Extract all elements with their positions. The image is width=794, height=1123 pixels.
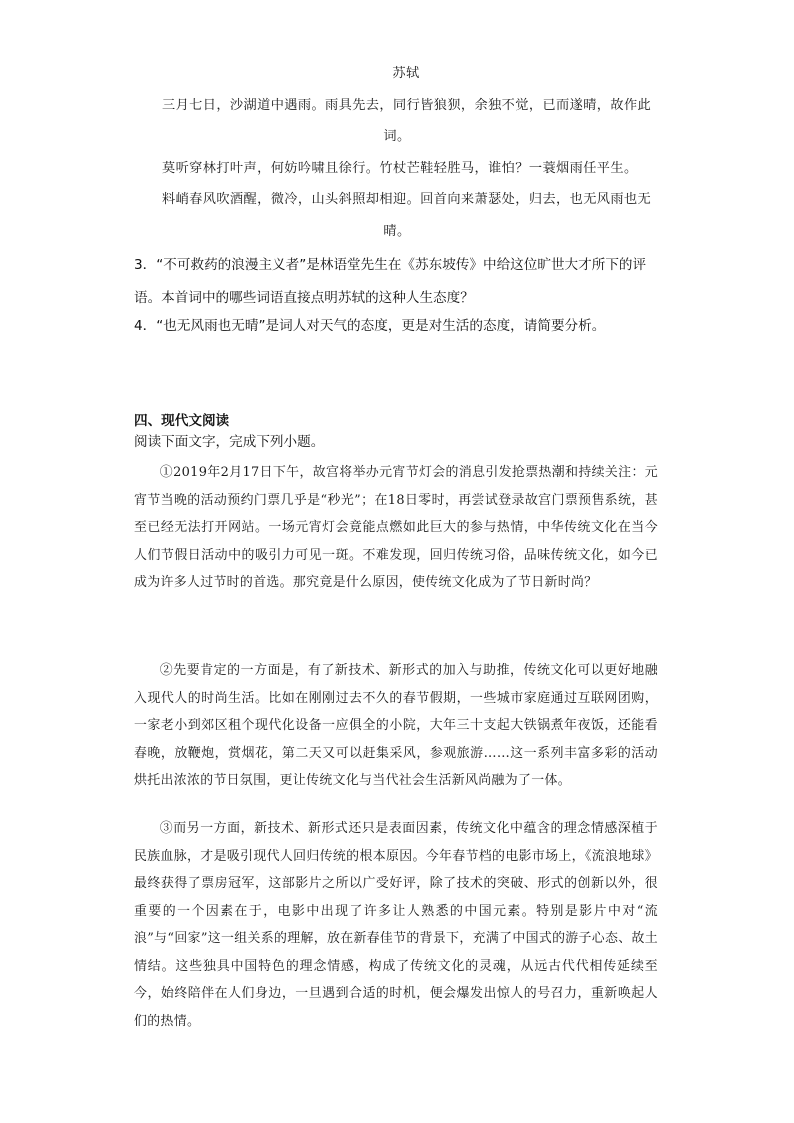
question-3-line-2: 语。本首词中的哪些词语直接点明苏轼的这种人生态度？	[134, 290, 474, 306]
passage-paragraph-1: ①2019年2月17日下午，故宫将举办元宵节灯会的消息引发抢票热潮和持续关注：元宵节当晚的活动预约门票几乎是“秒光”；在18日零时，再尝试登录故宫门票预售系统，甚至已经无法打开网站。一场元宵灯会竟能点燃如此巨大的参与热情，中华传统文化在当今人们节假日活动中的吸引力可见一斑。不难发现，回归传统习俗，品味传统文化，如今已成为许多人过节时的首选。那究竟是什么原因，使传统文化成为了节日新时尚？	[134, 465, 658, 590]
section-title: 四、现代文阅读	[134, 413, 230, 429]
passage-paragraph-2: ②先要肯定的一方面是，有了新技术、新形式的加入与助推，传统文化可以更好地融入现代人的时尚生活。比如在刚刚过去不久的春节假期，一些城市家庭通过互联网团购，一家老小到郊区租个现代化设备一应俱全的小院，大年三十支起大铁锅煮年夜饭，还能看春晚，放鞭炮，赏烟花，第二天又可以赶集采风，参观旅游……这一系列丰富多彩的活动烘托出浓浓的节日氛围，更让传统文化与当代社会生活新风尚融为了一体。	[134, 663, 658, 788]
poem-verse-2-line-1: 料峭春风吹酒醒，微冷，山头斜照却相迎。回首向来萧瑟处，归去，也无风雨也无	[162, 192, 652, 207]
question-3-line-1: 3．“不可救药的浪漫主义者”是林语堂先生在《苏东坡传》中给这位旷世大才所下的评	[134, 257, 647, 273]
question-4: 4．“也无风雨也无晴”是词人对天气的态度，更是对生活的态度，请简要分析。	[134, 318, 606, 334]
poem-preface-line-2: 词。	[383, 129, 411, 144]
poem-preface-line-1: 三月七日，沙湖道中遇雨。雨具先去，同行皆狼狈，余独不觉，已而遂晴，故作此	[162, 98, 652, 113]
poem-author: 苏轼	[392, 66, 420, 81]
section-intro: 阅读下面文字，完成下列小题。	[134, 434, 325, 450]
poem-verse-1: 莫听穿林打叶声，何妨吟啸且徐行。竹杖芒鞋轻胜马，谁怕？一蓑烟雨任平生。	[162, 161, 638, 176]
passage-paragraph-3: ③而另一方面，新技术、新形式还只是表面因素，传统文化中蕴含的理念情感深植于民族血脉，才是吸引现代人回归传统的根本原因。今年春节档的电影市场上，《流浪地球》最终获得了票房冠军，这部影片之所以广受好评，除了技术的突破、形式的创新以外，很重要的一个因素在于，电影中出现了许多让人熟悉的中国元素。特别是影片中对“流浪”与“回家”这一组关系的理解，放在新春佳节的背景下，充满了中国式的游子心态、故土情结。这些独具中国特色的理念情感，构成了传统文化的灵魂，从远古代代相传延续至今，始终陪伴在人们身边，一旦遇到合适的时机，便会爆发出惊人的号召力，重新唤起人们的热情。	[134, 821, 658, 1029]
poem-verse-2-line-2: 晴。	[383, 224, 411, 239]
